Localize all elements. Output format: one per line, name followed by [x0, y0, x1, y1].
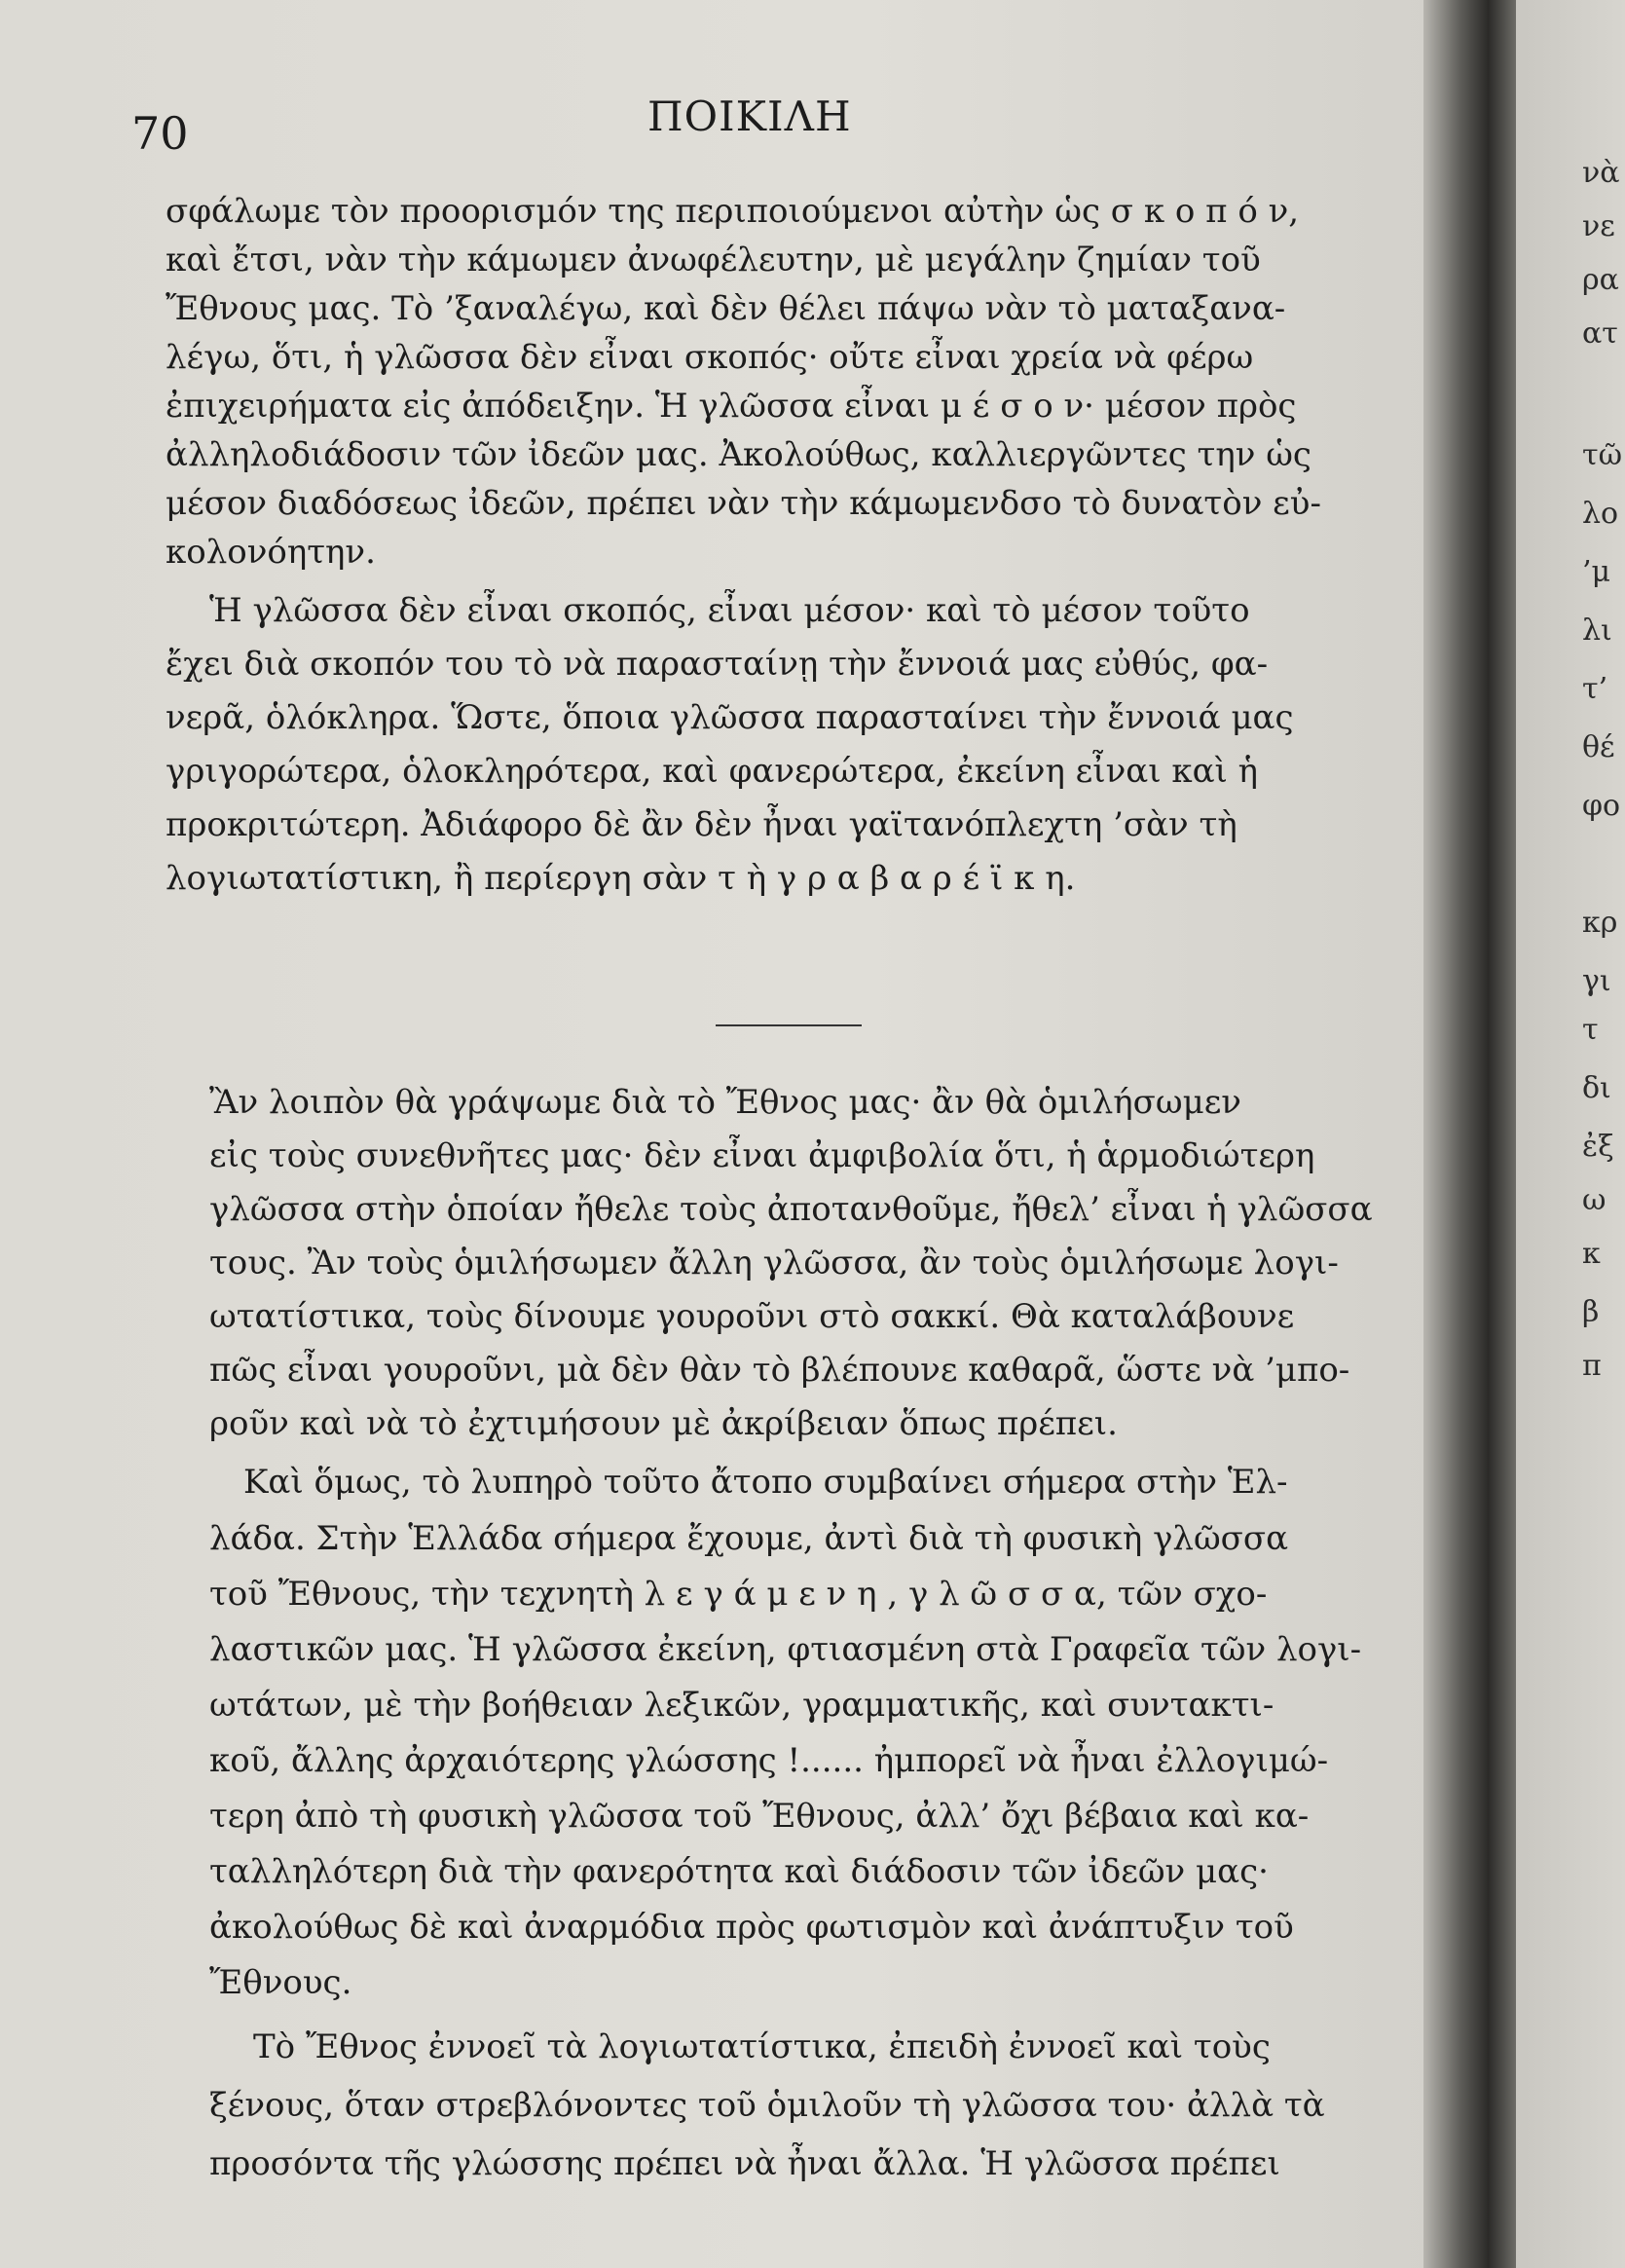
text-line: Τὸ Ἔθνος ἐννοεῖ τὰ λογιωτατίστικα, ἐπειδὴ ἐννοεῖ καὶ τοὺς: [253, 2027, 1271, 2066]
text-line: τους. Ἂν τοὺς ὁμιλήσωμεν ἄλλη γλῶσσα, ἂν τοὺς ὁμιλήσωμε λογι-: [209, 1244, 1339, 1283]
facing-page-fragment: λι: [1582, 613, 1612, 648]
facing-page-fragment: β: [1582, 1295, 1600, 1329]
text-line: σφάλωμε τὸν προορισμόν της περιποιούμενοι αὐτὴν ὡς σ κ ο π ό ν,: [166, 192, 1300, 231]
text-line: προκριτώτερη. Ἀδιάφορο δὲ ἂν δὲν ἦναι γαϊτανόπλεχτη ’σὰν τὴ: [166, 805, 1237, 844]
text-line: λαστικῶν μας. Ἡ γλῶσσα ἐκείνη, φτιασμένη στὰ Γραφεῖα τῶν λογι-: [209, 1630, 1362, 1669]
text-line: λέγω, ὅτι, ἡ γλῶσσα δὲν εἶναι σκοπός· οὔτε εἶναι χρεία νὰ φέρω: [166, 338, 1254, 377]
text-line: ἐπιχειρήματα εἰς ἀπόδειξην. Ἡ γλῶσσα εἶναι μ έ σ ο ν· μέσον πρὸς: [166, 387, 1297, 426]
text-line: ωτατίστικα, τοὺς δίνουμε γουροῦνι στὸ σακκί. Θὰ καταλάβουνε: [209, 1297, 1295, 1336]
facing-page-fragment: νε: [1582, 209, 1615, 243]
text-line: ἀλληλοδιάδοσιν τῶν ἰδεῶν μας. Ἀκολούθως, καλλιεργῶντες την ὡς: [166, 435, 1311, 474]
section-divider: [716, 1024, 862, 1026]
facing-page-fragment: ρα: [1582, 263, 1619, 297]
text-line: πῶς εἶναι γουροῦνι, μὰ δὲν θὰν τὸ βλέπουνε καθαρᾶ, ὥστε νὰ ’μπο-: [209, 1351, 1350, 1390]
text-line: γλῶσσα στὴν ὁποίαν ἤθελε τοὺς ἀποτανθοῦμε, ἤθελ’ εἶναι ἡ γλῶσσα: [209, 1190, 1373, 1229]
text-line: νερᾶ, ὁλόκληρα. Ὥστε, ὅποια γλῶσσα παρασταίνει τὴν ἔννοιά μας: [166, 698, 1294, 737]
text-line: Ἔθνους μας. Τὸ ’ξαναλέγω, καὶ δὲν θέλει πάψω νὰν τὸ ματαξανα-: [166, 289, 1286, 328]
book-gutter: [1423, 0, 1516, 2268]
facing-page-fragment: κρ: [1582, 906, 1618, 940]
facing-page-fragment: γι: [1582, 964, 1611, 998]
text-line: λογιωτατίστικη, ἢ περίεργη σὰν τ ὴ γ ρ α β α ρ έ ϊ κ η.: [166, 859, 1076, 898]
facing-page-fragment: ατ: [1582, 316, 1618, 351]
text-line: τοῦ Ἔθνους, τὴν τεχνητὴ λ ε γ ά μ ε ν η , γ λ ῶ σ σ α, τῶν σχο-: [209, 1575, 1268, 1614]
text-line: ἔχει διὰ σκοπόν του τὸ νὰ παρασταίνῃ τὴν ἔννοιά μας εὐθύς, φα-: [166, 645, 1269, 684]
text-line: Ἡ γλῶσσα δὲν εἶναι σκοπός, εἶναι μέσον· καὶ τὸ μέσον τοῦτο: [209, 591, 1250, 630]
text-line: καὶ ἔτσι, νὰν τὴν κάμωμεν ἀνωφέλευτην, μὲ μεγάλην ζημίαν τοῦ: [166, 241, 1261, 279]
running-head: ΠΟΙΚΙΛΗ: [647, 93, 852, 140]
facing-page-fragment: ἐξ: [1582, 1130, 1614, 1164]
text-line: λάδα. Στὴν Ἑλλάδα σήμερα ἔχουμε, ἀντὶ διὰ τὴ φυσικὴ γλῶσσα: [209, 1519, 1289, 1558]
facing-page-fragment: τ’: [1582, 672, 1608, 706]
facing-page-fragment: φο: [1582, 789, 1621, 823]
facing-page-fragment: νὰ: [1582, 156, 1620, 190]
text-line: γριγορώτερα, ὁλοκληρότερα, καὶ φανερώτερα, ἐκείνη εἶναι καὶ ἡ: [166, 752, 1259, 791]
page-number: 70: [131, 107, 189, 160]
facing-page-fragment: ω: [1582, 1183, 1607, 1217]
facing-page-fragment: κ: [1582, 1237, 1601, 1271]
facing-page-fragment: π: [1582, 1349, 1602, 1383]
text-line: μέσον διαδόσεως ἰδεῶν, πρέπει νὰν τὴν κάμωμενδσο τὸ δυνατὸν εὐ-: [166, 484, 1321, 523]
text-line: εἰς τοὺς συνεθνῆτες μας· δὲν εἶναι ἀμφιβολία ὅτι, ἡ ἁρμοδιώτερη: [209, 1136, 1315, 1175]
facing-page-fragment: δι: [1582, 1071, 1611, 1105]
facing-page-fragment: τῶ: [1582, 438, 1623, 472]
text-line: ἀκολούθως δὲ καὶ ἀναρμόδια πρὸς φωτισμὸν καὶ ἀνάπτυξιν τοῦ: [209, 1908, 1294, 1947]
facing-page-fragment: λο: [1582, 497, 1619, 531]
text-line: Καὶ ὅμως, τὸ λυπηρὸ τοῦτο ἄτοπο συμβαίνει σήμερα στὴν Ἑλ-: [243, 1463, 1288, 1502]
facing-page-fragment: τ: [1582, 1013, 1599, 1047]
text-line: κοῦ, ἄλλης ἀρχαιότερης γλώσσης !...... ἠμπορεῖ νὰ ἦναι ἐλλογιμώ-: [209, 1741, 1329, 1780]
text-line: κολονόητην.: [166, 533, 376, 572]
facing-page-fragment: θέ: [1582, 730, 1615, 764]
text-line: ξένους, ὅταν στρεβλόνοντες τοῦ ὁμιλοῦν τὴ γλῶσσα του· ἀλλὰ τὰ: [209, 2086, 1325, 2125]
text-line: ροῦν καὶ νὰ τὸ ἐχτιμήσουν μὲ ἀκρίβειαν ὅπως πρέπει.: [209, 1404, 1118, 1443]
facing-page-fragment: ’μ: [1582, 555, 1611, 589]
text-line: ωτάτων, μὲ τὴν βοήθειαν λεξικῶν, γραμματικῆς, καὶ συντακτι-: [209, 1686, 1274, 1725]
text-line: τερη ἀπὸ τὴ φυσικὴ γλῶσσα τοῦ Ἔθνους, ἀλλ’ ὄχι βέβαια καὶ κα-: [209, 1797, 1310, 1836]
text-line: προσόντα τῆς γλώσσης πρέπει νὰ ἦναι ἄλλα. Ἡ γλῶσσα πρέπει: [209, 2144, 1280, 2183]
text-line: ταλληλότερη διὰ τὴν φανερότητα καὶ διάδοσιν τῶν ἰδεῶν μας·: [209, 1852, 1269, 1891]
text-line: Ἂν λοιπὸν θὰ γράψωμε διὰ τὸ Ἔθνος μας· ἂν θὰ ὁμιλήσωμεν: [209, 1083, 1241, 1122]
text-line: Ἔθνους.: [209, 1963, 352, 2002]
